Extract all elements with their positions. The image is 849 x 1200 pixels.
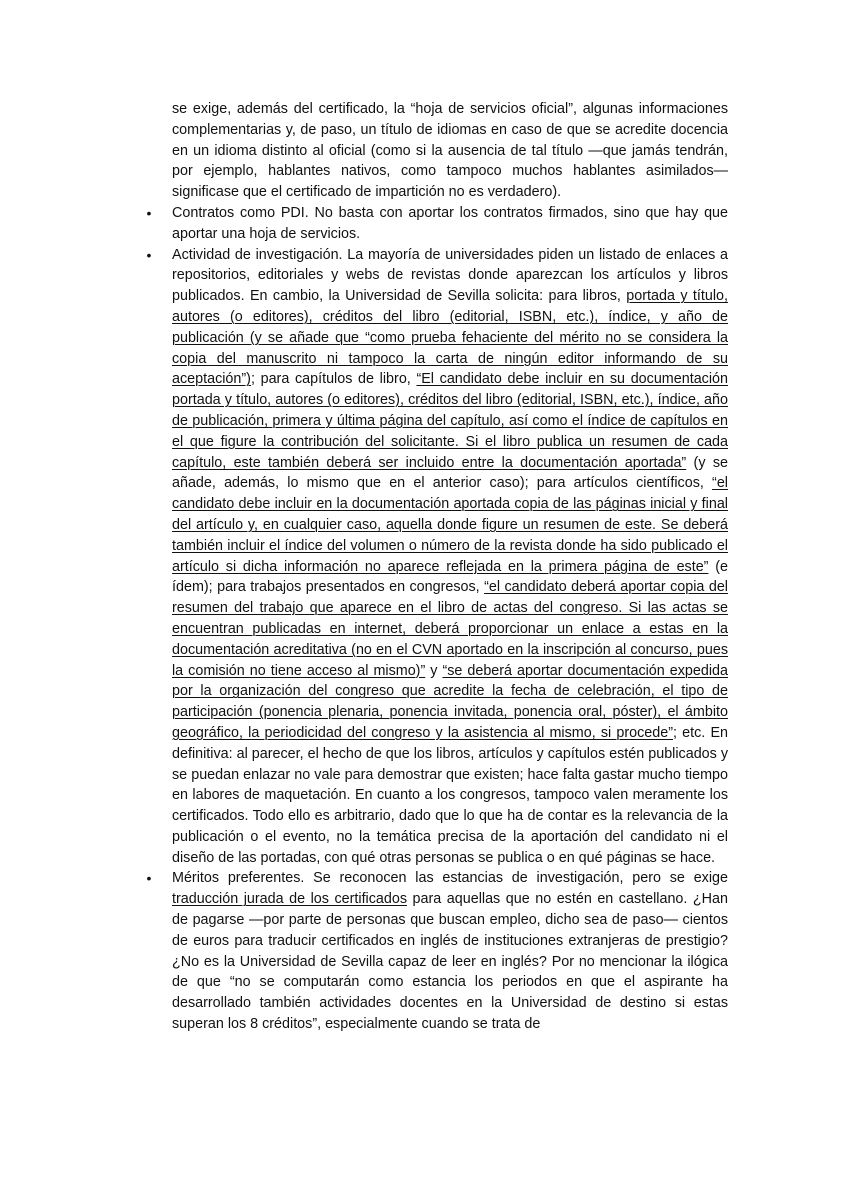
list-item-meritos — [146, 868, 728, 1034]
bullet-icon: • — [146, 204, 152, 221]
meritos-text-1: Méritos preferentes. Se reconocen las estancias de investigación, pero se exige — [172, 870, 728, 887]
actividad-text-2: ; para capítulos de libro, — [250, 371, 417, 388]
list-item-actividad — [146, 245, 728, 869]
actividad-quote-capitulos: “El candidato debe incluir en su documentación portada y título, autores (o editores), créditos del libro (editorial, ISBN, etc.), índice, año de publicación, primera y última página del capítulo, así como el índice de capítulos en el que figure la contribución del solicitante. Si el libro publica un resumen de cada capítulo, este también deberá ser incluido entre la documentación aportada” — [172, 371, 728, 471]
actividad-quote-libros: portada y título, autores (o editores), créditos del libro (editorial, ISBN, etc.), índice, y año de publicación (y se añade que “como prueba fehaciente del mérito no se considera la copia del manuscrito ni tampoco la carta de ningún editor informando de su aceptación”) — [172, 288, 728, 388]
actividad-text-6: ; etc. En definitiva: al parecer, el hecho de que los libros, artículos y capítulos estén publicados y se puedan enlazar no vale para demostrar que existen; hace falta gastar mucho tiempo en labores de maquetación. En cuanto a los congresos, tampoco valen meramente los certificados. Todo ello es arbitrario, dado que lo que ha de contar es la relevancia de la publicación o el evento, no la temática precisa de la aportación del candidato ni el diseño de las portadas, con qué otras personas se publica o en qué páginas se hace. — [172, 724, 728, 866]
bullet-icon: • — [146, 246, 152, 263]
actividad-quote-organizacion: “se deberá aportar documentación expedida por la organización del congreso que acredite la fecha de celebración, el tipo de participación (ponencia plenaria, ponencia invitada, ponencia oral, póster), el ámbito geográfico, la periodicidad del congreso y la asistencia al mismo, si procede” — [172, 662, 728, 741]
actividad-quote-congresos: “el candidato deberá aportar copia del resumen del trabajo que aparece en el libro de actas del congreso. Si las actas se encuentran publicadas en internet, deberá proporcionar un enlace a estas en la documentación acreditativa (no en el CVN aportado en la inscripción al concurso, pues la comisión no tiene acceso al mismo)” — [172, 579, 728, 679]
document-body — [146, 99, 728, 1035]
intro-paragraph: se exige, además del certificado, la “hoja de servicios oficial”, algunas informaciones complementarias y, de paso, un título de idiomas en caso de que se acredite docencia en un idioma distinto al oficial (como si la ausencia de tal título —que jamás tendrán, por ejemplo, hablantes nativos, como tampoco muchos hablantes asimilados— significase que el certificado de impartición no es verdadero). — [172, 101, 728, 201]
actividad-quote-articulos: “el candidato debe incluir en la documentación aportada copia de las páginas inicial y final del artículo y, en cualquier caso, aquella donde figure un resumen de este. Se deberá también incluir el índice del volumen o número de la revista donde ha sido publicado el artículo si dicha información no aparece reflejada en la primera página de este” — [172, 475, 728, 575]
actividad-text-4: (e ídem); para trabajos presentados en congresos, — [172, 558, 728, 596]
actividad-text-5: y — [425, 662, 443, 679]
contratos-text: Contratos como PDI. No basta con aportar los contratos firmados, sino que hay que aportar una hoja de servicios. — [172, 204, 728, 242]
meritos-text-2: para aquellas que no estén en castellano. ¿Han de pagarse —por parte de personas que buscan empleo, dicho sea de paso— cientos de euros para traducir certificados en inglés de instituciones extranjeras de prestigio? ¿No es la Universidad de Sevilla capaz de leer en inglés? Por no mencionar la ilógica de que “no se computarán como estancia los periodos en que el aspirante ha desarrollado también actividades docentes en la Universidad de destino si estas superan los 8 créditos”, especialmente cuando se trata de — [172, 891, 728, 1033]
list-item-contratos — [146, 203, 728, 245]
actividad-text-3: (y se añade, además, lo mismo que en el anterior caso); para artículos científicos, — [172, 454, 728, 492]
actividad-text-1: Actividad de investigación. La mayoría de universidades piden un listado de enlaces a repositorios, editoriales y webs de revistas donde aparezcan los artículos y libros publicados. En cambio, la Universidad de Sevilla solicita: para libros, — [172, 246, 728, 305]
bullet-icon: • — [146, 870, 152, 887]
meritos-quote-traduccion: traducción jurada de los certificados — [172, 891, 408, 908]
